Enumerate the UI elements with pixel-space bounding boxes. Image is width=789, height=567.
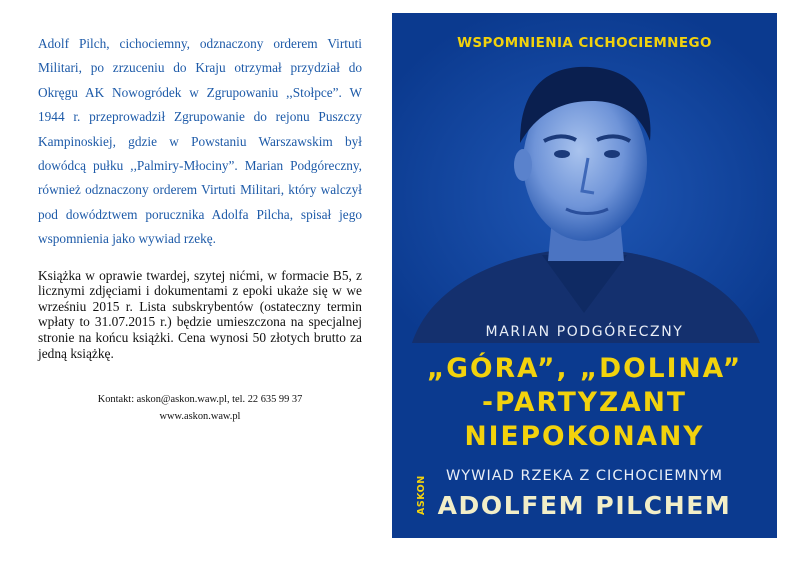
title-line: NIEPOKONANY	[464, 421, 705, 452]
book-title	[392, 352, 777, 454]
edition-details: Książka w oprawie twardej, szytej nićmi, w formacie B5, z licznymi zdjęciami i dokumentami z epoki ukaże się w we wrześniu 2015 r. Lista subskrybentów (ostateczny termin wpłaty to 31.07.2015 r.) będzie umieszczona na specjalnej stronie na końcu książki. Cena wynosi 50 złotych brutto za jedną książkę.	[38, 267, 362, 361]
contact-info	[38, 391, 362, 425]
title-line: -PARTYZANT	[482, 387, 687, 418]
author-name: MARIAN PODGÓRECZNY	[485, 324, 684, 340]
back-cover-text	[38, 32, 362, 425]
publisher-logo: ASKON	[416, 475, 427, 515]
title-line: „GÓRA”, „DOLINA”	[426, 353, 743, 384]
book-subtitle: WYWIAD RZEKA Z CICHOCIEMNYM	[445, 468, 724, 484]
series-title: WSPOMNIENIA CICHOCIEMNEGO	[457, 35, 712, 51]
book-cover	[392, 13, 777, 538]
subject-name: ADOLFEM PILCHEM	[437, 491, 732, 520]
website-link[interactable]: www.askon.waw.pl	[159, 411, 241, 423]
book-description: Adolf Pilch, cichociemny, odznaczony orderem Virtuti Militari, po zrzuceniu do Kraju otrzymał przydział do Okręgu AK Nowogródek w Zgrupowaniu ,,Stołpce”. W 1944 r. przeprowadził Zgrupowanie do rejonu Puszczy Kampinoskiej, gdzie w Powstaniu Warszawskim był dowódcą pułku ,,Palmiry-Młociny”. Marian Podgóreczny, również odznaczony orderem Virtuti Militari, który walczył pod dowództwem porucznika Adolfa Pilcha, spisał jego wspomnienia jako wywiad rzekę.	[38, 36, 362, 247]
contact-line: Kontakt: askon@askon.waw.pl, tel. 22 635 99 37	[97, 394, 303, 406]
portrait-photo	[392, 13, 777, 343]
